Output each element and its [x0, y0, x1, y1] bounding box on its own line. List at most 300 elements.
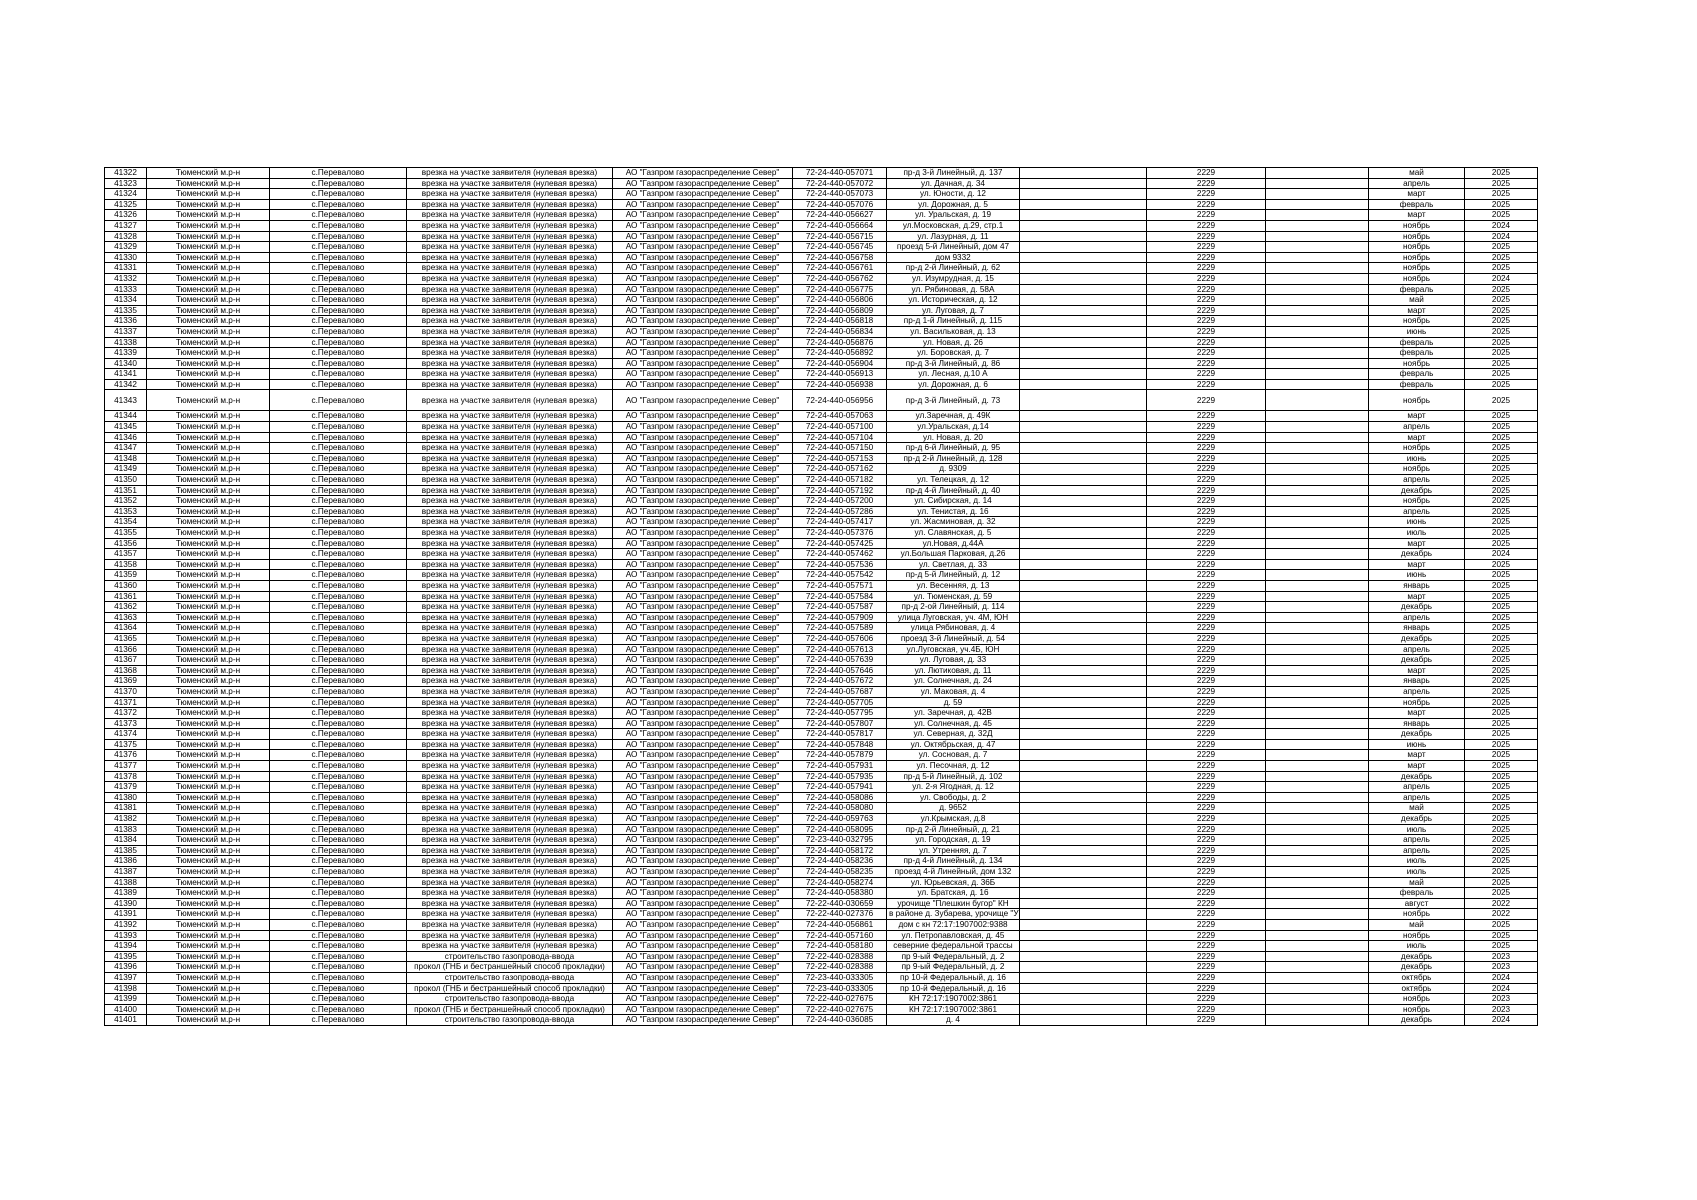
district-cell: Тюменский м.р-н — [147, 972, 270, 983]
district-cell: Тюменский м.р-н — [147, 655, 270, 666]
code-cell: 2229 — [1147, 464, 1266, 475]
table-row — [105, 284, 1538, 295]
empty-col-2-cell — [1266, 231, 1369, 242]
address-cell: ул. Юности, д. 12 — [887, 189, 1020, 200]
settlement-cell: с.Перевалово — [270, 824, 407, 835]
row-number-cell: 41383 — [105, 824, 147, 835]
district-cell: Тюменский м.р-н — [147, 633, 270, 644]
table-row — [105, 718, 1538, 729]
year-cell: 2025 — [1465, 485, 1538, 496]
empty-col-cell — [1020, 231, 1147, 242]
address-cell: проезд 4-й Линейный, дом 132 — [887, 867, 1020, 878]
address-cell: ул. Свободы, д. 2 — [887, 792, 1020, 803]
work-type-cell: врезка на участке заявителя (нулевая врезка) — [407, 898, 613, 909]
request-number-cell: 72-24-440-058180 — [793, 941, 887, 952]
table-row — [105, 676, 1538, 687]
settlement-cell: с.Перевалово — [270, 835, 407, 846]
work-type-cell: врезка на участке заявителя (нулевая врезка) — [407, 422, 613, 433]
row-number-cell: 41323 — [105, 178, 147, 189]
organization-cell: АО "Газпром газораспределение Север" — [613, 273, 793, 284]
work-type-cell: врезка на участке заявителя (нулевая врезка) — [407, 761, 613, 772]
table-row — [105, 633, 1538, 644]
address-cell: ул. Братская, д. 16 — [887, 888, 1020, 899]
empty-col-cell — [1020, 422, 1147, 433]
empty-col-2-cell — [1266, 919, 1369, 930]
row-number-cell: 41330 — [105, 252, 147, 263]
organization-cell: АО "Газпром газораспределение Север" — [613, 655, 793, 666]
work-type-cell: врезка на участке заявителя (нулевая врезка) — [407, 941, 613, 952]
address-cell: д. 9309 — [887, 464, 1020, 475]
organization-cell: АО "Газпром газораспределение Север" — [613, 485, 793, 496]
work-type-cell: врезка на участке заявителя (нулевая врезка) — [407, 867, 613, 878]
work-type-cell: врезка на участке заявителя (нулевая врезка) — [407, 697, 613, 708]
year-cell: 2025 — [1465, 517, 1538, 528]
settlement-cell: с.Перевалово — [270, 792, 407, 803]
district-cell: Тюменский м.р-н — [147, 930, 270, 941]
table-row — [105, 580, 1538, 591]
table-row — [105, 390, 1538, 411]
month-cell: февраль — [1369, 337, 1465, 348]
month-cell: март — [1369, 305, 1465, 316]
table-row — [105, 845, 1538, 856]
year-cell: 2025 — [1465, 686, 1538, 697]
organization-cell: АО "Газпром газораспределение Север" — [613, 422, 793, 433]
code-cell: 2229 — [1147, 242, 1266, 253]
address-cell: ул. Юрьевская, д. 36Б — [887, 877, 1020, 888]
district-cell: Тюменский м.р-н — [147, 877, 270, 888]
table-row — [105, 242, 1538, 253]
code-cell: 2229 — [1147, 220, 1266, 231]
work-type-cell: врезка на участке заявителя (нулевая врезка) — [407, 824, 613, 835]
settlement-cell: с.Перевалово — [270, 718, 407, 729]
empty-col-2-cell — [1266, 729, 1369, 740]
table-row — [105, 220, 1538, 231]
empty-col-cell — [1020, 199, 1147, 210]
table-row — [105, 263, 1538, 274]
organization-cell: АО "Газпром газораспределение Север" — [613, 602, 793, 613]
month-cell: март — [1369, 761, 1465, 772]
empty-col-2-cell — [1266, 348, 1369, 359]
month-cell: декабрь — [1369, 1015, 1465, 1026]
empty-col-cell — [1020, 994, 1147, 1005]
code-cell: 2229 — [1147, 379, 1266, 390]
code-cell: 2229 — [1147, 867, 1266, 878]
district-cell: Тюменский м.р-н — [147, 570, 270, 581]
table-row — [105, 549, 1538, 560]
address-cell: пр 9-ый Федеральный, д. 2 — [887, 962, 1020, 973]
table-row — [105, 856, 1538, 867]
work-type-cell: врезка на участке заявителя (нулевая врезка) — [407, 316, 613, 327]
work-type-cell: врезка на участке заявителя (нулевая врезка) — [407, 528, 613, 539]
request-number-cell: 72-22-440-027675 — [793, 1004, 887, 1015]
settlement-cell: с.Перевалово — [270, 909, 407, 920]
table-row — [105, 485, 1538, 496]
year-cell: 2025 — [1465, 941, 1538, 952]
settlement-cell: с.Перевалово — [270, 210, 407, 221]
code-cell: 2229 — [1147, 697, 1266, 708]
table-row — [105, 644, 1538, 655]
month-cell: февраль — [1369, 348, 1465, 359]
organization-cell: АО "Газпром газораспределение Север" — [613, 686, 793, 697]
year-cell: 2025 — [1465, 845, 1538, 856]
year-cell: 2025 — [1465, 210, 1538, 221]
organization-cell: АО "Газпром газораспределение Север" — [613, 877, 793, 888]
row-number-cell: 41380 — [105, 792, 147, 803]
empty-col-cell — [1020, 623, 1147, 634]
empty-col-cell — [1020, 475, 1147, 486]
month-cell: февраль — [1369, 199, 1465, 210]
settlement-cell: с.Перевалово — [270, 1015, 407, 1026]
district-cell: Тюменский м.р-н — [147, 231, 270, 242]
empty-col-2-cell — [1266, 168, 1369, 179]
table-row — [105, 888, 1538, 899]
code-cell: 2229 — [1147, 337, 1266, 348]
empty-col-cell — [1020, 602, 1147, 613]
empty-col-2-cell — [1266, 877, 1369, 888]
row-number-cell: 41325 — [105, 199, 147, 210]
request-number-cell: 72-24-440-058235 — [793, 867, 887, 878]
empty-col-cell — [1020, 379, 1147, 390]
month-cell: декабрь — [1369, 549, 1465, 560]
empty-col-cell — [1020, 506, 1147, 517]
year-cell: 2024 — [1465, 972, 1538, 983]
table-row — [105, 782, 1538, 793]
request-number-cell: 72-24-440-057848 — [793, 739, 887, 750]
work-type-cell: врезка на участке заявителя (нулевая врезка) — [407, 591, 613, 602]
request-number-cell: 72-23-440-032795 — [793, 835, 887, 846]
month-cell: февраль — [1369, 369, 1465, 380]
code-cell: 2229 — [1147, 496, 1266, 507]
empty-col-cell — [1020, 390, 1147, 411]
organization-cell: АО "Газпром газораспределение Север" — [613, 178, 793, 189]
address-cell: ул. Песочная, д. 12 — [887, 761, 1020, 772]
request-number-cell: 72-24-440-057192 — [793, 485, 887, 496]
code-cell: 2229 — [1147, 305, 1266, 316]
year-cell: 2025 — [1465, 422, 1538, 433]
organization-cell: АО "Газпром газораспределение Север" — [613, 168, 793, 179]
request-number-cell: 72-24-440-057104 — [793, 432, 887, 443]
organization-cell: АО "Газпром газораспределение Север" — [613, 612, 793, 623]
month-cell: март — [1369, 210, 1465, 221]
address-cell: ул. Солнечная, д. 24 — [887, 676, 1020, 687]
organization-cell: АО "Газпром газораспределение Север" — [613, 845, 793, 856]
empty-col-cell — [1020, 189, 1147, 200]
empty-col-cell — [1020, 697, 1147, 708]
organization-cell: АО "Газпром газораспределение Север" — [613, 898, 793, 909]
settlement-cell: с.Перевалово — [270, 612, 407, 623]
request-number-cell: 72-24-440-057425 — [793, 538, 887, 549]
row-number-cell: 41345 — [105, 422, 147, 433]
row-number-cell: 41374 — [105, 729, 147, 740]
table-row — [105, 210, 1538, 221]
empty-col-cell — [1020, 305, 1147, 316]
empty-col-2-cell — [1266, 761, 1369, 772]
year-cell: 2025 — [1465, 464, 1538, 475]
work-type-cell: врезка на участке заявителя (нулевая врезка) — [407, 612, 613, 623]
table-row — [105, 623, 1538, 634]
work-type-cell: врезка на участке заявителя (нулевая врезка) — [407, 739, 613, 750]
request-number-cell: 72-24-440-056761 — [793, 263, 887, 274]
year-cell: 2025 — [1465, 443, 1538, 454]
code-cell: 2229 — [1147, 612, 1266, 623]
address-cell: пр-д 3-й Линейный, д. 86 — [887, 358, 1020, 369]
district-cell: Тюменский м.р-н — [147, 517, 270, 528]
request-number-cell: 72-24-440-057606 — [793, 633, 887, 644]
month-cell: июль — [1369, 856, 1465, 867]
table-row — [105, 570, 1538, 581]
empty-col-2-cell — [1266, 792, 1369, 803]
empty-col-cell — [1020, 835, 1147, 846]
empty-col-cell — [1020, 178, 1147, 189]
row-number-cell: 41388 — [105, 877, 147, 888]
settlement-cell: с.Перевалово — [270, 867, 407, 878]
settlement-cell: с.Перевалово — [270, 220, 407, 231]
empty-col-2-cell — [1266, 972, 1369, 983]
table-row — [105, 771, 1538, 782]
district-cell: Тюменский м.р-н — [147, 612, 270, 623]
organization-cell: АО "Газпром газораспределение Север" — [613, 242, 793, 253]
district-cell: Тюменский м.р-н — [147, 729, 270, 740]
district-cell: Тюменский м.р-н — [147, 443, 270, 454]
district-cell: Тюменский м.р-н — [147, 379, 270, 390]
table-row — [105, 316, 1538, 327]
empty-col-2-cell — [1266, 951, 1369, 962]
organization-cell: АО "Газпром газораспределение Север" — [613, 983, 793, 994]
year-cell: 2025 — [1465, 708, 1538, 719]
code-cell: 2229 — [1147, 623, 1266, 634]
table-row — [105, 1004, 1538, 1015]
district-cell: Тюменский м.р-н — [147, 348, 270, 359]
organization-cell: АО "Газпром газораспределение Север" — [613, 528, 793, 539]
organization-cell: АО "Газпром газораспределение Север" — [613, 559, 793, 570]
month-cell: август — [1369, 898, 1465, 909]
work-type-cell: врезка на участке заявителя (нулевая врезка) — [407, 263, 613, 274]
row-number-cell: 41359 — [105, 570, 147, 581]
request-number-cell: 72-24-440-057160 — [793, 930, 887, 941]
empty-col-2-cell — [1266, 517, 1369, 528]
address-cell: ул. Лазурная, д. 11 — [887, 231, 1020, 242]
year-cell: 2025 — [1465, 930, 1538, 941]
code-cell: 2229 — [1147, 316, 1266, 327]
month-cell: апрель — [1369, 644, 1465, 655]
empty-col-2-cell — [1266, 888, 1369, 899]
month-cell: ноябрь — [1369, 316, 1465, 327]
row-number-cell: 41397 — [105, 972, 147, 983]
settlement-cell: с.Перевалово — [270, 580, 407, 591]
empty-col-2-cell — [1266, 602, 1369, 613]
empty-col-cell — [1020, 962, 1147, 973]
address-cell: ул. Историческая, д. 12 — [887, 295, 1020, 306]
code-cell: 2229 — [1147, 739, 1266, 750]
request-number-cell: 72-24-440-056745 — [793, 242, 887, 253]
month-cell: май — [1369, 295, 1465, 306]
request-number-cell: 72-24-440-057941 — [793, 782, 887, 793]
settlement-cell: с.Перевалово — [270, 655, 407, 666]
row-number-cell: 41369 — [105, 676, 147, 687]
request-number-cell: 72-24-440-056861 — [793, 919, 887, 930]
table-row — [105, 475, 1538, 486]
address-cell: ул. Славянская, д. 5 — [887, 528, 1020, 539]
empty-col-cell — [1020, 803, 1147, 814]
month-cell: ноябрь — [1369, 1004, 1465, 1015]
district-cell: Тюменский м.р-н — [147, 453, 270, 464]
empty-col-cell — [1020, 814, 1147, 825]
settlement-cell: с.Перевалово — [270, 962, 407, 973]
district-cell: Тюменский м.р-н — [147, 263, 270, 274]
code-cell: 2229 — [1147, 475, 1266, 486]
district-cell: Тюменский м.р-н — [147, 411, 270, 422]
table-row — [105, 348, 1538, 359]
request-number-cell: 72-24-440-057200 — [793, 496, 887, 507]
request-number-cell: 72-24-440-058172 — [793, 845, 887, 856]
year-cell: 2025 — [1465, 337, 1538, 348]
request-number-cell: 72-24-440-056664 — [793, 220, 887, 231]
row-number-cell: 41393 — [105, 930, 147, 941]
code-cell: 2229 — [1147, 824, 1266, 835]
organization-cell: АО "Газпром газораспределение Север" — [613, 295, 793, 306]
table-row — [105, 877, 1538, 888]
district-cell: Тюменский м.р-н — [147, 941, 270, 952]
empty-col-cell — [1020, 220, 1147, 231]
address-cell: ул. Тенистая, д. 16 — [887, 506, 1020, 517]
empty-col-cell — [1020, 761, 1147, 772]
district-cell: Тюменский м.р-н — [147, 824, 270, 835]
request-number-cell: 72-24-440-056715 — [793, 231, 887, 242]
year-cell: 2025 — [1465, 591, 1538, 602]
address-cell: пр-д 4-й Линейный, д. 134 — [887, 856, 1020, 867]
month-cell: декабрь — [1369, 771, 1465, 782]
address-cell: ул.Заречная, д. 49К — [887, 411, 1020, 422]
row-number-cell: 41396 — [105, 962, 147, 973]
request-number-cell: 72-24-440-059763 — [793, 814, 887, 825]
district-cell: Тюменский м.р-н — [147, 686, 270, 697]
year-cell: 2025 — [1465, 739, 1538, 750]
month-cell: февраль — [1369, 888, 1465, 899]
month-cell: март — [1369, 708, 1465, 719]
organization-cell: АО "Газпром газораспределение Север" — [613, 994, 793, 1005]
row-number-cell: 41360 — [105, 580, 147, 591]
empty-col-cell — [1020, 517, 1147, 528]
year-cell: 2025 — [1465, 559, 1538, 570]
settlement-cell: с.Перевалово — [270, 888, 407, 899]
organization-cell: АО "Газпром газораспределение Север" — [613, 464, 793, 475]
request-number-cell: 72-24-440-036085 — [793, 1015, 887, 1026]
year-cell: 2025 — [1465, 856, 1538, 867]
empty-col-2-cell — [1266, 189, 1369, 200]
organization-cell: АО "Газпром газораспределение Север" — [613, 951, 793, 962]
request-number-cell: 72-24-440-056913 — [793, 369, 887, 380]
month-cell: ноябрь — [1369, 909, 1465, 920]
request-number-cell: 72-24-440-057072 — [793, 178, 887, 189]
year-cell: 2025 — [1465, 919, 1538, 930]
month-cell: ноябрь — [1369, 220, 1465, 231]
table-row — [105, 951, 1538, 962]
month-cell: июль — [1369, 941, 1465, 952]
organization-cell: АО "Газпром газораспределение Север" — [613, 888, 793, 899]
work-type-cell: врезка на участке заявителя (нулевая врезка) — [407, 231, 613, 242]
row-number-cell: 41385 — [105, 845, 147, 856]
work-type-cell: врезка на участке заявителя (нулевая врезка) — [407, 708, 613, 719]
district-cell: Тюменский м.р-н — [147, 867, 270, 878]
address-cell: пр-д 5-й Линейный, д. 12 — [887, 570, 1020, 581]
request-number-cell: 72-24-440-056806 — [793, 295, 887, 306]
month-cell: апрель — [1369, 475, 1465, 486]
month-cell: март — [1369, 189, 1465, 200]
year-cell: 2025 — [1465, 411, 1538, 422]
month-cell: апрель — [1369, 782, 1465, 793]
work-type-cell: врезка на участке заявителя (нулевая врезка) — [407, 602, 613, 613]
request-number-cell: 72-24-440-058080 — [793, 803, 887, 814]
year-cell: 2025 — [1465, 168, 1538, 179]
settlement-cell: с.Перевалово — [270, 178, 407, 189]
request-number-cell: 72-24-440-056834 — [793, 326, 887, 337]
address-cell: КН 72:17:1907002:3861 — [887, 1004, 1020, 1015]
year-cell: 2024 — [1465, 1015, 1538, 1026]
address-cell: д. 4 — [887, 1015, 1020, 1026]
code-cell: 2229 — [1147, 962, 1266, 973]
address-cell: ул. Заречная, д. 42В — [887, 708, 1020, 719]
request-number-cell: 72-24-440-057417 — [793, 517, 887, 528]
empty-col-2-cell — [1266, 655, 1369, 666]
address-cell: улица Луговская, уч. 4М, ЮН — [887, 612, 1020, 623]
table-row — [105, 708, 1538, 719]
empty-col-cell — [1020, 337, 1147, 348]
settlement-cell: с.Перевалово — [270, 919, 407, 930]
empty-col-2-cell — [1266, 782, 1369, 793]
district-cell: Тюменский м.р-н — [147, 951, 270, 962]
table-row — [105, 559, 1538, 570]
district-cell: Тюменский м.р-н — [147, 284, 270, 295]
empty-col-2-cell — [1266, 909, 1369, 920]
empty-col-cell — [1020, 983, 1147, 994]
work-type-cell: врезка на участке заявителя (нулевая врезка) — [407, 845, 613, 856]
request-number-cell: 72-24-440-056758 — [793, 252, 887, 263]
empty-col-2-cell — [1266, 199, 1369, 210]
organization-cell: АО "Газпром газораспределение Север" — [613, 369, 793, 380]
year-cell: 2022 — [1465, 898, 1538, 909]
empty-col-2-cell — [1266, 845, 1369, 856]
code-cell: 2229 — [1147, 273, 1266, 284]
empty-col-2-cell — [1266, 697, 1369, 708]
empty-col-2-cell — [1266, 803, 1369, 814]
row-number-cell: 41337 — [105, 326, 147, 337]
year-cell: 2025 — [1465, 358, 1538, 369]
table-row — [105, 189, 1538, 200]
row-number-cell: 41356 — [105, 538, 147, 549]
code-cell: 2229 — [1147, 326, 1266, 337]
row-number-cell: 41387 — [105, 867, 147, 878]
row-number-cell: 41335 — [105, 305, 147, 316]
table-row — [105, 697, 1538, 708]
row-number-cell: 41339 — [105, 348, 147, 359]
row-number-cell: 41331 — [105, 263, 147, 274]
request-number-cell: 72-24-440-057587 — [793, 602, 887, 613]
table-row — [105, 295, 1538, 306]
table-row — [105, 612, 1538, 623]
empty-col-2-cell — [1266, 178, 1369, 189]
organization-cell: АО "Газпром газораспределение Север" — [613, 729, 793, 740]
month-cell: март — [1369, 432, 1465, 443]
organization-cell: АО "Газпром газораспределение Север" — [613, 718, 793, 729]
month-cell: май — [1369, 803, 1465, 814]
work-type-cell: врезка на участке заявителя (нулевая врезка) — [407, 888, 613, 899]
district-cell: Тюменский м.р-н — [147, 665, 270, 676]
address-cell: ул. Новая, д. 26 — [887, 337, 1020, 348]
work-type-cell: врезка на участке заявителя (нулевая врезка) — [407, 644, 613, 655]
empty-col-cell — [1020, 782, 1147, 793]
year-cell: 2025 — [1465, 284, 1538, 295]
organization-cell: АО "Газпром газораспределение Север" — [613, 782, 793, 793]
